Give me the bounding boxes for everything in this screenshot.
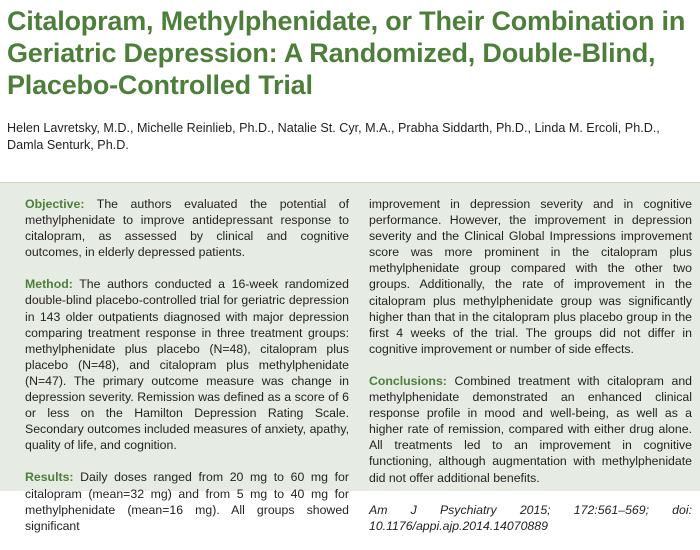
abstract-left-column	[25, 196, 349, 550]
method-heading: Method:	[25, 277, 73, 292]
objective-text: The authors evaluated the potential of methylphenidate to improve antidepressant response to citalopram, as assessed by clinical and cognitive outcomes, in elderly depressed patients.	[25, 197, 349, 260]
conclusions-text: Combined treatment with citalopram and methylphenidate demonstrated an enhanced clinical response profile in mood and well-being, as well as a higher rate of remission, compared with either drug alone. All treatments led to an improvement in cognitive functioning, although augmentation with methylphenidate did not offer additional benefits.	[369, 373, 692, 485]
method-text: The authors conducted a 16-week randomized double-blind placebo-controlled trial for geriatric depression in 143 older outpatients diagnosed with major depression comparing treatment response in three treatment groups: methylphenidate plus placebo (N=48), citalopram plus placebo (N=48), and citalopram plus methylphenidate (N=47). The primary outcome measure was change in depression severity. Remission was defined as a score of 6 or less on the Hamilton Depression Rating Scale. Secondary outcomes included measures of anxiety, apathy, quality of life, and cognition.	[25, 277, 349, 453]
method-paragraph	[25, 276, 349, 453]
conclusions-paragraph	[369, 373, 692, 486]
objective-heading: Objective:	[25, 197, 85, 211]
citation: Am J Psychiatry 2015; 172:561–569; doi: 10.1176/appi.ajp.2014.14070889	[369, 502, 692, 533]
results-continued-paragraph	[369, 196, 692, 357]
author-list: Helen Lavretsky, M.D., Michelle Reinlieb, Ph.D., Natalie St. Cyr, M.A., Prabha Siddarth, Ph.D., Linda M. Ercoli, Ph.D., Damla Senturk, Ph.D.	[7, 121, 660, 152]
results-text-part2: improvement in depression severity and in cognitive performance. However, the improvement in depression severity and the Clinical Global Impressions improvement score was more prominent in the citalopram plus methylphenidate group compared with the other two groups. Additionally, the rate of improvement in the citalopram plus methylphenidate group was significantly higher than that in the citalopram plus placebo group in the first 4 weeks of the trial. The groups did not differ in cognitive improvement or number of side effects.	[369, 197, 692, 356]
article-title: Citalopram, Methylphenidate, or Their Combination in Geriatric Depression: A Randomized, Double-Blind, Placebo-Controlled Trial	[7, 6, 686, 100]
results-heading: Results:	[25, 470, 74, 485]
abstract-box	[0, 182, 700, 533]
results-paragraph	[25, 469, 349, 533]
objective-paragraph	[25, 196, 349, 260]
conclusions-heading: Conclusions:	[369, 373, 447, 388]
results-text-part1: Daily doses ranged from 20 mg to 60 mg for citalopram (mean=32 mg) and from 5 mg to 40 mg for methylphenidate (mean=16 mg). All groups showed significant	[25, 470, 349, 533]
abstract-right-column	[369, 196, 692, 550]
